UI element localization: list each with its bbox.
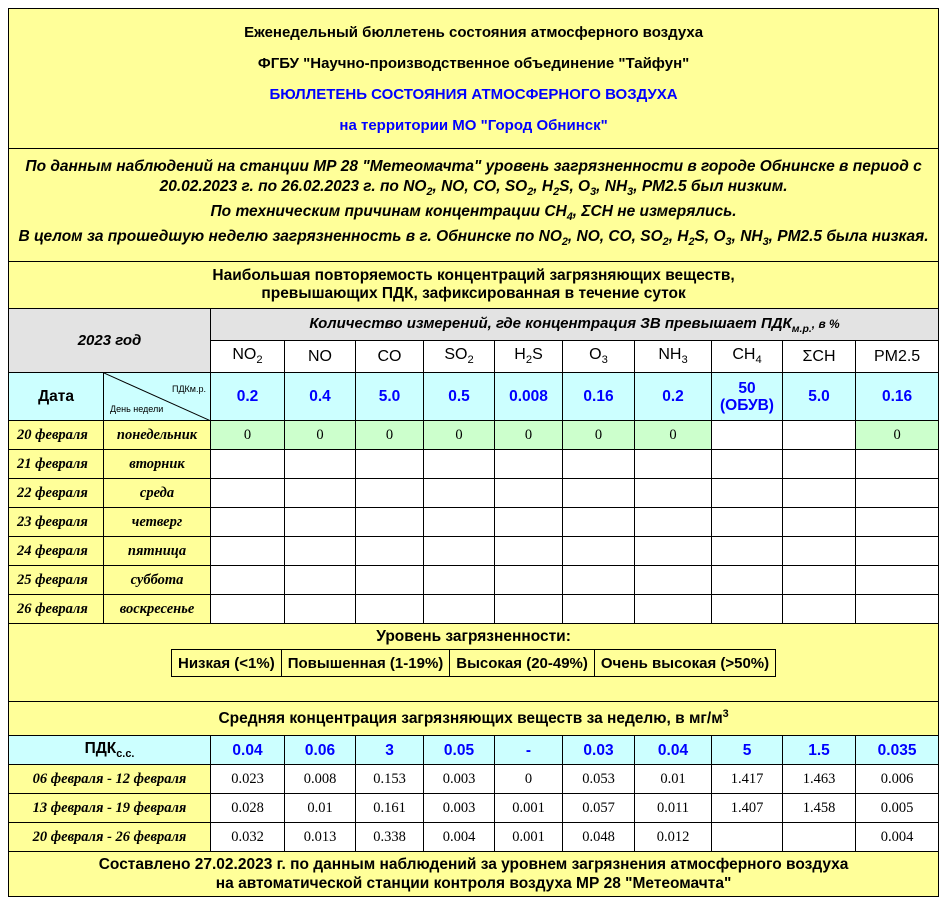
pdk-cc-value: 3 bbox=[356, 736, 424, 765]
average-value-cell: 0.032 bbox=[211, 823, 285, 852]
pollutant-header bbox=[211, 341, 285, 373]
exceedance-cell bbox=[563, 479, 635, 508]
exceedance-cell bbox=[211, 566, 285, 595]
average-value-cell: 0.028 bbox=[211, 794, 285, 823]
repeat-title-line-1: Наибольшая повторяемость концентраций загрязняющих веществ, bbox=[212, 267, 735, 284]
average-value-cell: 0.001 bbox=[495, 794, 563, 823]
pollution-summary bbox=[9, 149, 939, 262]
exceedance-cell: 0 bbox=[211, 421, 285, 450]
compiled-note bbox=[9, 852, 939, 897]
exceedance-cell bbox=[712, 450, 783, 479]
legend-very-high: Очень высокая (>50%) bbox=[594, 650, 775, 677]
average-value-cell bbox=[712, 823, 783, 852]
exceedance-cell bbox=[856, 479, 939, 508]
pollutant-header bbox=[783, 341, 856, 373]
row-date: 23 февраля bbox=[9, 508, 104, 537]
row-date: 24 февраля bbox=[9, 537, 104, 566]
exceedance-cell bbox=[783, 508, 856, 537]
exceedance-cell bbox=[424, 508, 495, 537]
average-value-cell: 0.004 bbox=[424, 823, 495, 852]
exceedance-cell bbox=[285, 566, 356, 595]
pollutant-header bbox=[285, 341, 356, 373]
pollutant-header bbox=[495, 341, 563, 373]
summary-paragraph-3: В целом за прошедшую неделю загрязненность в г. Обнинске по $NO_2$, NO, CO, $SO_2$, $H_2S$, $O_3$, $NH_3$, PM2.5 была низкая. bbox=[18, 228, 929, 249]
average-value-cell: 0.023 bbox=[211, 765, 285, 794]
exceedance-cell: 0 bbox=[356, 421, 424, 450]
pdk-mr-number: 0.16 bbox=[881, 388, 913, 405]
max-repeatability-title bbox=[9, 262, 939, 309]
average-value-cell: 0.053 bbox=[563, 765, 635, 794]
exceedance-cell bbox=[285, 508, 356, 537]
average-period: 06 февраля - 12 февраля bbox=[9, 765, 211, 794]
pollutant-header bbox=[424, 341, 495, 373]
pdk-mr-value bbox=[856, 373, 939, 421]
pdk-mr-number: 0.4 bbox=[309, 388, 331, 405]
exceedance-cell bbox=[424, 566, 495, 595]
pdk-cc-value: 0.04 bbox=[211, 736, 285, 765]
average-value-cell: 0.003 bbox=[424, 794, 495, 823]
average-value-cell: 0.008 bbox=[285, 765, 356, 794]
average-value-cell: 0.161 bbox=[356, 794, 424, 823]
pdk-mr-number: 0.5 bbox=[448, 388, 470, 405]
exceedance-cell bbox=[356, 450, 424, 479]
pdk-cc-value: 0.03 bbox=[563, 736, 635, 765]
exceedance-cell bbox=[563, 508, 635, 537]
exceedance-cell bbox=[285, 595, 356, 624]
exceedance-cell bbox=[635, 479, 712, 508]
average-value-cell: 0.005 bbox=[856, 794, 939, 823]
pdk-cc-value: - bbox=[495, 736, 563, 765]
pdk-cc-label: $ПДК_{с.с.}$ bbox=[9, 736, 211, 765]
pollutant-header bbox=[712, 341, 783, 373]
pdk-weekday-header bbox=[104, 373, 211, 421]
average-value-cell: 0.012 bbox=[635, 823, 712, 852]
exceedance-cell bbox=[635, 508, 712, 537]
exceedance-cell bbox=[635, 450, 712, 479]
exceedance-cell bbox=[783, 479, 856, 508]
pdk-mr-number: 5.0 bbox=[378, 388, 401, 405]
diag-weekday-label: День недели bbox=[110, 404, 164, 414]
average-value-cell: 0.003 bbox=[424, 765, 495, 794]
pollutant-header bbox=[563, 341, 635, 373]
legend-title: Уровень загрязненности: bbox=[376, 628, 571, 645]
pdk-mr-value bbox=[356, 373, 424, 421]
exceedance-cell bbox=[563, 566, 635, 595]
row-date: 22 февраля bbox=[9, 479, 104, 508]
row-date: 21 февраля bbox=[9, 450, 104, 479]
pdk-cc-value: 5 bbox=[712, 736, 783, 765]
pollutant-name: O bbox=[589, 346, 602, 364]
pollutant-subscript: 3 bbox=[601, 354, 608, 367]
exceedance-cell bbox=[856, 537, 939, 566]
pdk-mr-value bbox=[783, 373, 856, 421]
pdk-mr-number: 50 bbox=[738, 379, 756, 397]
pdk-mr-value bbox=[495, 373, 563, 421]
exceedance-cell bbox=[424, 479, 495, 508]
exceedance-cell bbox=[495, 508, 563, 537]
exceedance-cell bbox=[424, 450, 495, 479]
exceedance-cell bbox=[424, 537, 495, 566]
pdk-cc-value: 0.05 bbox=[424, 736, 495, 765]
table-row bbox=[9, 566, 939, 595]
table-row bbox=[9, 537, 939, 566]
table-row bbox=[9, 823, 939, 852]
average-value-cell: 0.057 bbox=[563, 794, 635, 823]
average-period: 20 февраля - 26 февраля bbox=[9, 823, 211, 852]
exceedance-cell: 0 bbox=[635, 421, 712, 450]
pollutant-subscript: 3 bbox=[681, 354, 688, 367]
header-weekly-title: Еженедельный бюллетень состояния атмосферного воздуха bbox=[244, 23, 704, 41]
exceedance-cell bbox=[285, 537, 356, 566]
row-weekday: среда bbox=[104, 479, 211, 508]
table-row bbox=[9, 421, 939, 450]
footer-line-1: Составлено 27.02.2023 г. по данным наблюдений за уровнем загрязнения атмосферного воздуха bbox=[98, 856, 849, 873]
exceedance-cell bbox=[495, 450, 563, 479]
diag-pdk-label: ПДКм.р. bbox=[171, 384, 206, 394]
average-value-cell: 0.01 bbox=[285, 794, 356, 823]
average-value-cell bbox=[783, 823, 856, 852]
average-value-cell: 1.407 bbox=[712, 794, 783, 823]
pdk-cc-value: 1.5 bbox=[783, 736, 856, 765]
exceedance-cell bbox=[712, 421, 783, 450]
pollutant-name: CO bbox=[377, 347, 402, 365]
legend-scale bbox=[171, 649, 776, 677]
pollutant-name: NO bbox=[232, 346, 257, 364]
average-period: 13 февраля - 19 февраля bbox=[9, 794, 211, 823]
exceedance-cell bbox=[211, 508, 285, 537]
exceedance-cell bbox=[285, 450, 356, 479]
pdk-mr-value bbox=[563, 373, 635, 421]
average-value-cell: 1.458 bbox=[783, 794, 856, 823]
exceedance-cell bbox=[495, 537, 563, 566]
exceedance-cell bbox=[424, 595, 495, 624]
pdk-mr-note: (ОБУВ) bbox=[720, 396, 774, 414]
pollutant-name: H bbox=[514, 346, 526, 364]
average-value-cell: 0 bbox=[495, 765, 563, 794]
pollutant-name: NH bbox=[658, 346, 682, 364]
exceedance-cell bbox=[783, 537, 856, 566]
exceedance-cell bbox=[495, 479, 563, 508]
exceedance-cell bbox=[856, 450, 939, 479]
bulletin-header bbox=[9, 9, 939, 149]
average-value-cell: 0.01 bbox=[635, 765, 712, 794]
pdk-cc-value: 0.06 bbox=[285, 736, 356, 765]
exceedance-cell bbox=[712, 508, 783, 537]
exceedance-cell bbox=[211, 595, 285, 624]
average-value-cell: 0.006 bbox=[856, 765, 939, 794]
row-weekday: пятница bbox=[104, 537, 211, 566]
table-row bbox=[9, 794, 939, 823]
row-date: 25 февраля bbox=[9, 566, 104, 595]
header-territory: на территории МО "Город Обнинск" bbox=[339, 116, 608, 134]
exceedance-cell: 0 bbox=[424, 421, 495, 450]
pollutant-subscript: 2 bbox=[256, 354, 263, 367]
weekly-average-title: Средняя концентрация загрязняющих веществ за неделю, в $мг/м^3$ bbox=[9, 702, 939, 736]
exceedance-cell bbox=[356, 537, 424, 566]
exceedance-cell bbox=[356, 479, 424, 508]
exceedance-cell: 0 bbox=[495, 421, 563, 450]
pollution-level-legend bbox=[9, 624, 939, 702]
table-row bbox=[9, 508, 939, 537]
average-value-cell: 1.463 bbox=[783, 765, 856, 794]
exceedance-cell bbox=[563, 537, 635, 566]
legend-low: Низкая (<1%) bbox=[172, 650, 282, 677]
pdk-mr-number: 5.0 bbox=[808, 388, 830, 405]
exceedance-cell bbox=[285, 479, 356, 508]
average-value-cell: 0.011 bbox=[635, 794, 712, 823]
summary-paragraph-1: По данным наблюдений на станции МР 28 "Метеомачта" уровень загрязненности в городе Обнинске в период с 20.02.2023 г. по 26.02.2023 г. по $NO_2$, NO, CO, $SO_2$, $H_2S$, $O_3$, $NH_3$, PM2.5 был низким. bbox=[25, 157, 922, 198]
legend-elevated: Повышенная (1-19%) bbox=[281, 650, 450, 677]
average-value-cell: 0.004 bbox=[856, 823, 939, 852]
exceedance-cell bbox=[211, 479, 285, 508]
exceedance-cell bbox=[856, 595, 939, 624]
date-header: Дата bbox=[9, 373, 104, 421]
exceedance-cell bbox=[635, 566, 712, 595]
exceedance-cell bbox=[783, 595, 856, 624]
pollutant-header bbox=[856, 341, 939, 373]
exceedance-cell bbox=[356, 595, 424, 624]
exceedance-count-title: Количество измерений, где концентрация ЗВ превышает $ПДК_{м.р.}$, в % bbox=[211, 309, 939, 341]
table-row bbox=[9, 765, 939, 794]
exceedance-cell bbox=[356, 566, 424, 595]
exceedance-cell: 0 bbox=[285, 421, 356, 450]
exceedance-cell bbox=[563, 595, 635, 624]
pdk-mr-value bbox=[712, 373, 783, 421]
row-date: 26 февраля bbox=[9, 595, 104, 624]
exceedance-cell bbox=[635, 595, 712, 624]
row-weekday: четверг bbox=[104, 508, 211, 537]
table-row bbox=[9, 479, 939, 508]
pdk-mr-value bbox=[211, 373, 285, 421]
pdk-mr-number: 0.008 bbox=[509, 388, 548, 405]
pdk-cc-value: 0.04 bbox=[635, 736, 712, 765]
average-value-cell: 0.048 bbox=[563, 823, 635, 852]
table-row bbox=[9, 595, 939, 624]
pollutant-subscript: 2 bbox=[467, 354, 474, 367]
exceedance-cell bbox=[783, 421, 856, 450]
average-value-cell: 0.153 bbox=[356, 765, 424, 794]
pollutant-name: CH bbox=[732, 346, 756, 364]
row-weekday: воскресенье bbox=[104, 595, 211, 624]
exceedance-cell bbox=[495, 595, 563, 624]
pdk-mr-value bbox=[424, 373, 495, 421]
pdk-mr-number: 0.2 bbox=[662, 388, 684, 405]
pollutant-name-tail: S bbox=[532, 346, 543, 364]
exceedance-cell bbox=[856, 566, 939, 595]
exceedance-cell bbox=[856, 508, 939, 537]
exceedance-cell bbox=[712, 537, 783, 566]
exceedance-cell bbox=[712, 566, 783, 595]
pdk-cc-value: 0.035 bbox=[856, 736, 939, 765]
average-value-cell: 0.338 bbox=[356, 823, 424, 852]
footer-line-2: на автоматической станции контроля воздуха МР 28 "Метеомачта" bbox=[215, 875, 732, 892]
exceedance-cell bbox=[563, 450, 635, 479]
exceedance-cell: 0 bbox=[856, 421, 939, 450]
average-value-cell: 1.417 bbox=[712, 765, 783, 794]
average-value-cell: 0.013 bbox=[285, 823, 356, 852]
average-value-cell: 0.001 bbox=[495, 823, 563, 852]
pollutant-header bbox=[635, 341, 712, 373]
header-bulletin-title: БЮЛЛЕТЕНЬ СОСТОЯНИЯ АТМОСФЕРНОГО ВОЗДУХА bbox=[269, 85, 678, 103]
table-row bbox=[9, 450, 939, 479]
pdk-mr-number: 0.16 bbox=[583, 388, 614, 405]
exceedance-cell bbox=[783, 450, 856, 479]
exceedance-cell bbox=[783, 566, 856, 595]
bulletin-table bbox=[8, 8, 939, 897]
exceedance-cell bbox=[211, 450, 285, 479]
pollutant-name: PM2.5 bbox=[873, 347, 921, 365]
pollutant-subscript: 2 bbox=[525, 354, 533, 367]
header-organization: ФГБУ "Научно-производственное объединение "Тайфун" bbox=[257, 54, 690, 72]
pollutant-name: ΣCH bbox=[802, 347, 836, 365]
row-weekday: суббота bbox=[104, 566, 211, 595]
pollutant-name: NO bbox=[308, 347, 332, 365]
exceedance-cell bbox=[495, 566, 563, 595]
pdk-mr-number: 0.2 bbox=[236, 388, 259, 405]
exceedance-cell bbox=[712, 595, 783, 624]
row-weekday: понедельник bbox=[104, 421, 211, 450]
exceedance-cell bbox=[211, 537, 285, 566]
legend-high: Высокая (20-49%) bbox=[450, 650, 595, 677]
row-date: 20 февраля bbox=[9, 421, 104, 450]
pollutant-header bbox=[356, 341, 424, 373]
pollutant-name: SO bbox=[444, 346, 468, 364]
pdk-mr-value bbox=[635, 373, 712, 421]
summary-paragraph-2: По техническим причинам концентрации $CH_4$, ΣCH не измерялись. bbox=[210, 202, 737, 224]
row-weekday: вторник bbox=[104, 450, 211, 479]
exceedance-cell: 0 bbox=[563, 421, 635, 450]
exceedance-cell bbox=[712, 479, 783, 508]
pollutant-subscript: 4 bbox=[755, 354, 762, 367]
repeat-title-line-2: превышающих ПДК, зафиксированная в течение суток bbox=[261, 285, 686, 302]
exceedance-cell bbox=[356, 508, 424, 537]
pdk-mr-value bbox=[285, 373, 356, 421]
exceedance-cell bbox=[635, 537, 712, 566]
year-label: 2023 год bbox=[9, 309, 211, 373]
